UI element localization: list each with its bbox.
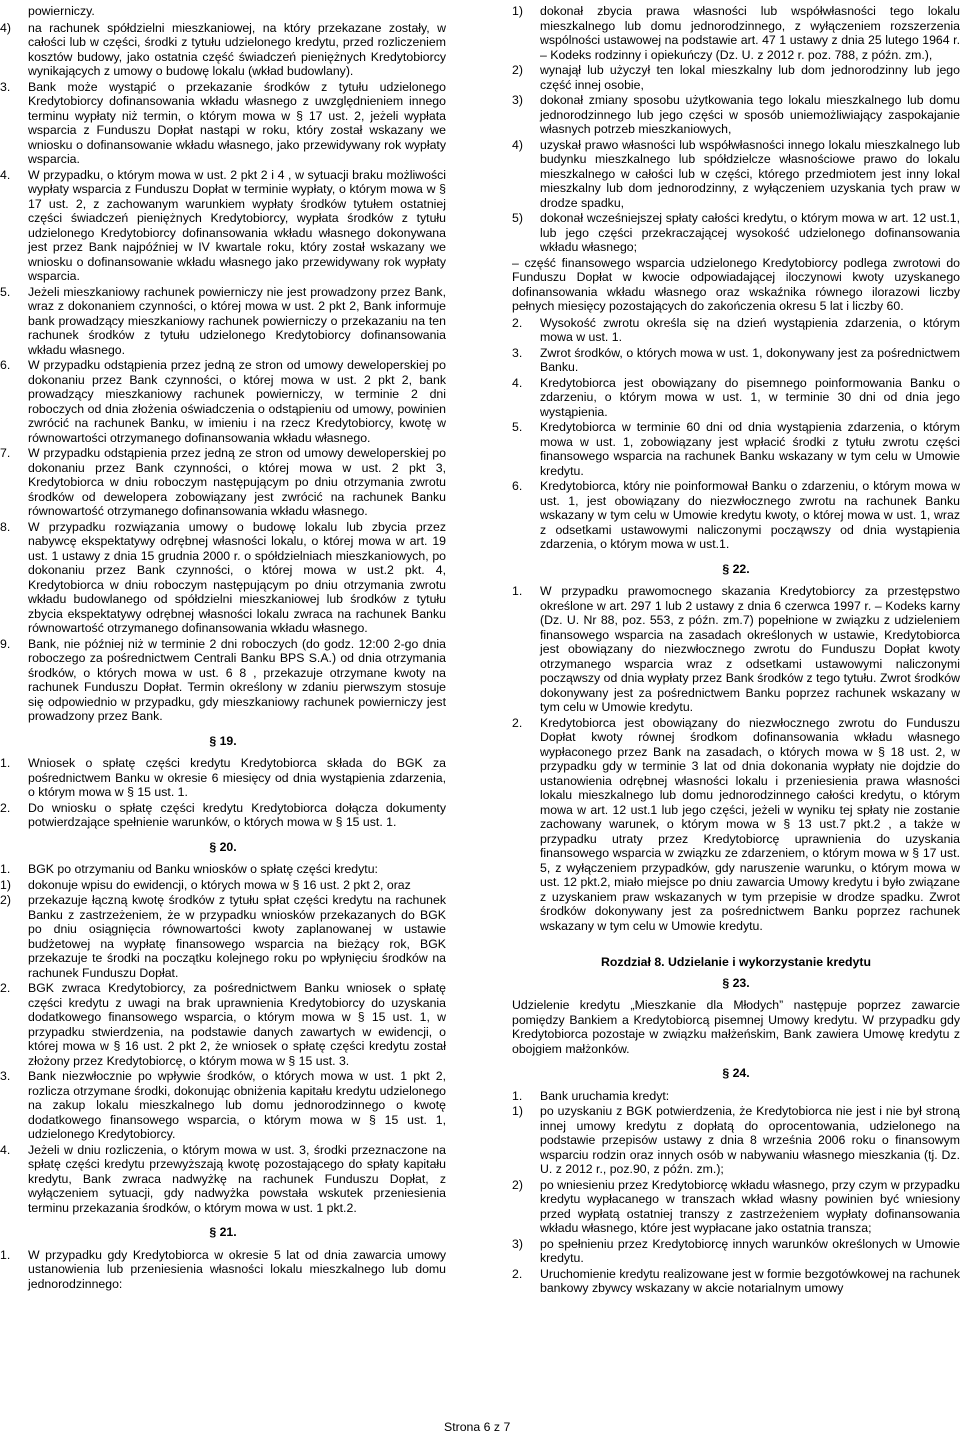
list-item: [0, 1069, 446, 1142]
list-number: 2.: [0, 800, 11, 815]
list-item: [0, 1143, 446, 1216]
list-text: Wysokość zwrotu określa się na dzień wystąpienia zdarzenia, o którym mowa w ust. 1.: [540, 315, 960, 344]
list-text: po spełnieniu przez Kredytobiorcę innych warunków określonych w Umowie kredytu.: [540, 1236, 960, 1265]
list-item: [0, 21, 446, 79]
section-heading-21: § 21.: [209, 1225, 237, 1239]
list-text: dokonuje wpisu do ewidencji, o których mowa w § 16 ust. 2 pkt 2, oraz: [28, 877, 411, 892]
list-item: [512, 1178, 960, 1236]
list-text: Bank może wystąpić o przekazanie środków z tytułu udzielonego Kredytobiorcy dofinansowania wkładu własnego z uwzględnieniem innego terminu wypłaty niż termin, o którym mowa w § 17 ust. 2, jeżeli wypłata wsparcia z Funduszu Dopłat nastąpi w roku, który został wskazany we wniosku o dofinansowanie wkładu własnego, jako przewidywany rok wypłaty wsparcia.: [28, 79, 446, 166]
list-item: [0, 862, 446, 877]
list-item: [512, 1267, 960, 1296]
list-number: 5.: [512, 420, 523, 434]
list-text: na rachunek spółdzielni mieszkaniowej, na który przekazane zostały, w całości lub w części, środki z tytułu udzielonego kredytu, przed rozliczeniem kosztów budowy, jako ostatnia część świadczeń pieniężnych Kredytobiorcy wynikających z umowy o budowę lokalu (wkład budowlany).: [28, 20, 446, 78]
list-text: Wniosek o spłatę części kredytu Kredytobiorca składa do BGK za pośrednictwem Banku w okresie 6 miesięcy od dnia wystąpienia zdarzenia, o którym mowa w § 15 ust. 1.: [28, 756, 446, 799]
list-item: [512, 1089, 960, 1104]
list-number: 3.: [0, 1069, 11, 1083]
list-number: 2.: [512, 1266, 523, 1281]
list-text: Kredytobiorca, który nie poinformował Banku o zdarzeniu, o którym mowa w ust. 1, jest obowiązany do niezwłocznego zwrotu na rachunek Banku wskazany w tym celu w Umowie kredytu kwoty, o której mowa w ust. 1, wraz z odsetkami ustawowymi naliczonymi począwszy od dnia wystąpienia zdarzenia, o którym mowa w ust.1.: [540, 479, 960, 551]
list-item: [512, 316, 960, 345]
list-item: [512, 584, 960, 715]
list-number: 1): [512, 4, 523, 18]
list-text: dokonał zbycia prawa własności lub współwłasności tego lokalu mieszkalnego lub domu jednorodzinnego, z wyłączeniem rozszerzenia wspólności ustawowej na podstawie art. 47 1 ustawy z dnia 25 lutego 1964 r. – Kodeks rodzinny i opiekuńczy (Dz. U. z 2012 r. poz. 788, z późn. zm.),: [540, 4, 960, 62]
page-footer: Strona 6 z 7: [444, 1420, 511, 1434]
list-number: 5.: [0, 284, 11, 299]
list-number: 1.: [512, 1088, 523, 1103]
list-item: [512, 211, 960, 255]
list-item: [0, 358, 446, 445]
list-text: Kredytobiorca w terminie 60 dni od dnia wystąpienia zdarzenia, o którym mowa w ust. 1, zobowiązany jest wpłacić środki z tytułu zwrotu części finansowego wsparcia na rachunek Banku wskazany w tym celu w Umowie kredytu.: [540, 420, 960, 478]
list-text: Kredytobiorca jest obowiązany do niezwłocznego zwrotu do Funduszu Dopłat kwoty równej środkom dofinansowania wkładu własnego wypłaconego przez Bank na zasadach, o których mowa w § 18 ust. 2, w przypadku gdy w terminie 3 lat od dnia dokonania wypłaty nie dojdzie do ustanowienia odrębnej własności lokalu i przeniesienia prawa własności lokalu mieszkalnego lub domu jednorodzinnego całości kredytu, o którym mowa w art. 12 ust.1 lub jego części, jeżeli w wyniku tej spłaty nie zostanie zachowany warunek, o którym mowa w § 13 ust.7 pkt.2 , a także w przypadku utraty przez Kredytobiorcę uprawnienia do uzyskania finansowego wsparcia w związku ze zdarzeniem, o którym mowa w § 17 ust. 5, z wyłączeniem przypadków, gdy naruszenie warunku, o którym mowa w ust. 12 pkt.2, miało miejsce po dniu zawarcia Umowy kredytu i było związane z uzyskaniem praw wskazanych w tym przepisie w drodze spadku. Zwrot środków dokonywany jest za pośrednictwem Banku poprzez rachunek wskazany w tym celu w Umowie kredytu.: [540, 715, 960, 933]
list-item: [512, 1237, 960, 1266]
list-item: [0, 285, 446, 358]
list-number: 1.: [512, 584, 523, 598]
list-item: [512, 420, 960, 478]
list-text: po wniesieniu przez Kredytobiorcę wkładu własnego, przy czym w przypadku kredytu wypłacanego w transzach wkład własny powinien być wniesiony przed wypłatą ostatniej transzy z zastrzeżeniem wypłaty dofinansowania wkładu własnego, które jest wypłacane jako ostatnia transza;: [540, 1177, 960, 1235]
list-item: [512, 479, 960, 552]
list-text: uzyskał prawo własności lub współwłasności innego lokalu mieszkalnego lub budynku mieszkalnego lub spółdzielcze własnościowe prawo do lokalu mieszkalnego w całości lub w części, którego przedmiotem jest inny lokal mieszkalny lub dom jednorodzinny, z wyłączeniem uzyskania tych praw w drodze spadku,: [540, 137, 960, 210]
list-item: [0, 80, 446, 167]
list-item: [512, 138, 960, 211]
list-item: [0, 801, 446, 830]
section-heading-23: § 23.: [722, 975, 750, 990]
list-number: 3): [512, 93, 523, 107]
section-heading-19: § 19.: [209, 733, 237, 748]
list-number: 1.: [0, 756, 11, 770]
list-item: [0, 1248, 446, 1292]
list-item: [512, 346, 960, 375]
list-item: [0, 520, 446, 636]
list-item: [0, 446, 446, 519]
list-number: 2.: [0, 981, 11, 995]
list-text: Uruchomienie kredytu realizowane jest w formie bezgotówkowej na rachunek bankowy zbywcy wskazany w akcie notarialnym umowy: [540, 1266, 960, 1295]
list-number: 4.: [0, 167, 11, 182]
list-text: po uzyskaniu z BGK potwierdzenia, że Kredytobiorca nie jest i nie był stroną innej umowy kredytu z dopłatą do oprocentowania, udzielonego na podstawie przepisów ustawy z dnia 8 września 2006 roku o finansowym wsparciu rodzin oraz innych osób w nabywaniu własnego mieszkania (tj. Dz. U. z 2012 r., poz.90, z późn. zm.);: [540, 1104, 960, 1176]
list-item: [0, 893, 446, 980]
list-item: [0, 637, 446, 724]
section-heading-20: § 20.: [209, 839, 237, 854]
list-item: [512, 716, 960, 934]
list-number: 6.: [0, 358, 11, 372]
list-number: 4.: [0, 1142, 11, 1157]
list-number: 1.: [0, 862, 11, 876]
right-column: [512, 4, 960, 1297]
section-heading-22: § 22.: [722, 561, 750, 576]
list-number: 2): [512, 63, 523, 77]
list-text: przekazuje łączną kwotę środków z tytułu spłat części kredytu na rachunek Banku z zastrzeżeniem, że w przypadku wniosków przekazanych do BGK po dniu osiągnięcia równowartości kwoty zaplanowanej w ustawie budżetowej na wypłatę finansowego wsparcia na bieżący rok, BGK przekazuje te środki na początku kolejnego roku po wpłynięciu środków na rachunek Funduszu Dopłat.: [28, 893, 446, 980]
list-item: [512, 376, 960, 420]
list-item: [512, 93, 960, 137]
list-text: Kredytobiorca jest obowiązany do pisemnego poinformowania Banku o zdarzeniu, o którym mowa w ust. 1, w terminie 30 dni od dnia jego wystąpienia.: [540, 375, 960, 419]
list-text: dokonał wcześniejszej spłaty całości kredytu, o którym mowa w art. 12 ust.1, lub jego części przekraczającej wysokość udzielonego dofinansowania wkładu własnego;: [540, 211, 960, 254]
list-item: [512, 63, 960, 92]
list-text: W przypadku odstąpienia przez jedną ze stron od umowy deweloperskiej po dokonaniu przez Bank czynności, o której mowa w ust. 2 pkt 2, bank prowadzący mieszkaniowy rachunek powierniczy, w terminie 2 dni roboczych od dnia złożenia oświadczenia o odstąpieniu od umowy, powinien zwrócić na rachunek Banku, w imieniu i na rzecz Kredytobiorcy, kwotę w równowartości otrzymanego dofinansowania wkładu własnego.: [28, 358, 446, 445]
list-number: 8.: [0, 519, 11, 534]
list-text: W przypadku, o którym mowa w ust. 2 pkt 2 i 4 , w sytuacji braku możliwości wypłaty wsparcia z Funduszu Dopłat w terminie wypłaty, o którym mowa w § 17 ust. 2, z zachowanym warunkiem wypłaty środków tytułem ostatniej części świadczeń pieniężnych Kredytobiorcy, wypłata środków z tytułu udzielonego Kredytobiorcy dofinansowania wkładu własnego dokonywana jest przez Bank najpóźniej w IV kwartale roku, który został wskazany we wniosku o dofinansowanie wkładu własnego jako przewidywany rok wypłaty wsparcia.: [28, 167, 446, 283]
list-text: W przypadku gdy Kredytobiorca w okresie 5 lat od dnia zawarcia umowy ustanowienia lub przeniesienia własności lokalu mieszkalnego lub domu jednorodzinnego:: [28, 1247, 446, 1291]
list-text: W przypadku odstąpienia przez jedną ze stron od umowy deweloperskiej po dokonaniu przez Bank czynności, o której mowa w ust. 2 pkt 3, Kredytobiorca w dniu roboczym następującym po dniu otrzymania zwrotu środków od dewelopera zobowiązany jest zwrócić na rachunek Banku równowartość otrzymanego dofinansowania wkładu własnego.: [28, 446, 446, 518]
left-column: [0, 4, 446, 1292]
list-item: [512, 1104, 960, 1177]
list-text: Do wniosku o spłatę części kredytu Kredytobiorca dołącza dokumenty potwierdzające spełnienie warunków, o których mowa w § 15 ust. 1.: [28, 800, 446, 829]
list-text: Bank uruchamia kredyt:: [540, 1088, 670, 1103]
list-text: Bank, nie później niż w terminie 2 dni roboczych (do godz. 12:00 2-go dnia roboczego za pośrednictwem Centrali Banku BPS S.A.) od dnia otrzymania środków, o których mowa w ust. 6 8 , przekazuje otrzymane kwoty na rachunek Funduszu Dopłat. Termin określony w zdaniu pierwszym stosuje się odpowiednio w przypadku, gdy mieszkaniowy rachunek powierniczy jest prowadzony przez Bank.: [28, 636, 446, 723]
list-number: 6.: [512, 479, 523, 493]
list-number: 3): [512, 1236, 523, 1251]
list-number: 9.: [0, 636, 11, 651]
intro-text: powierniczy.: [28, 4, 95, 18]
list-text: Bank niezwłocznie po wpływie środków, o których mowa w ust. 1 pkt 2, rozlicza otrzymane środki, dokonując obniżenia kapitału kredytu udzielonego na zakup lokalu mieszkalnego lub domu jednorodzinnego o kwotę dodatkowego finansowego wsparcia, o którym mowa w § 15 ust. 1, udzielonego Kredytobiorcy.: [28, 1069, 446, 1141]
list-number: 3.: [0, 79, 11, 94]
list-number: 5): [512, 211, 523, 225]
list-text: Jeżeli w dniu rozliczenia, o którym mowa w ust. 3, środki przeznaczone na spłatę części kredytu przewyższają kwotę pozostającego do spłaty kapitału kredytu, Bank zwraca nadwyżkę na rachunek Funduszu Dopłat, z wyłączeniem sytuacji, gdy nadwyżka powstała wskutek przeniesienia terminu przekazania środków, o którym mowa w ust. 1 pkt.2.: [28, 1142, 446, 1215]
list-text: W przypadku prawomocnego skazania Kredytobiorcy za przestępstwo określone w art. 297 1 lub 2 ustawy z dnia 6 czerwca 1997 r. – Kodeks karny (Dz. U. Nr 88, poz. 553, z późn. zm.7) popełnione w związku z udzieleniem finansowego wsparcia na zasadach określonych w ustawie, Kredytobiorca jest obowiązany do niezwłocznego zwrotu do Funduszu Dopłat kwoty otrzymanego wsparcia wraz z odsetkami ustawowymi naliczonymi począwszy od dnia wypłaty przez Bank środków z tego tytułu. Zwrot środków dokonywany jest za pośrednictwem Banku poprzez rachunek wskazany w tym celu w Umowie kredytu.: [540, 584, 960, 714]
list-item: [512, 4, 960, 62]
section-heading-24: § 24.: [722, 1066, 750, 1080]
list-item: [0, 981, 446, 1068]
list-item: [0, 878, 446, 893]
list-text: Jeżeli mieszkaniowy rachunek powierniczy nie jest prowadzony przez Bank, wraz z dokonaniem czynności, o której mowa w ust. 2 pkt 2, Bank informuje bank prowadzący mieszkaniowy rachunek powierniczy o przekazaniu na ten rachunek środków z tytułu udzielonego Kredytobiorcy dofinansowania wkładu własnego.: [28, 284, 446, 357]
list-item: [0, 756, 446, 800]
list-number: 3.: [512, 345, 523, 360]
list-text: Zwrot środków, o których mowa w ust. 1, dokonywany jest za pośrednictwem Banku.: [540, 345, 960, 374]
list-number: 4): [0, 20, 11, 35]
list-number: 4.: [512, 375, 523, 390]
list-text: BGK po otrzymaniu od Banku wniosków o spłatę części kredytu:: [28, 862, 378, 876]
list-number: 2): [512, 1177, 523, 1192]
list-number: 4): [512, 137, 523, 152]
list-number: 7.: [0, 446, 11, 460]
list-text: wynajął lub użyczył ten lokal mieszkalny lub dom jednorodzinny lub jego część innej osobie,: [540, 63, 960, 92]
list-number: 1): [512, 1104, 523, 1118]
list-number: 2.: [512, 715, 523, 730]
list-number: 2): [0, 893, 11, 907]
paragraph-23: Udzielenie kredytu „Mieszkanie dla Młodych” następuje poprzez zawarcie pomiędzy Bankiem a Kredytobiorcą pisemnej Umowy kredytu. W przypadku gdy Kredytobiorca pozostaje w związku małżeńskim, Bank zawiera Umowę kredytu z obojgiem małżonków.: [512, 998, 960, 1056]
list-text: W przypadku rozwiązania umowy o budowę lokalu lub zbycia przez nabywcę ekspektatywy odrębnej własności lokalu, o której mowa w art. 19 ust. 1 ustawy z dnia 15 grudnia 2000 r. o spółdzielniach mieszkaniowych, po dokonaniu przez Bank czynności, o której mowa w ust.2 pkt. 4, Kredytobiorca w dniu roboczym następującym po dniu otrzymania zwrotu wkładu budowlanego od spółdzielni mieszkaniowej lub środków z tytułu zbycia ekspektatywy odrębnej własności lokalu zwraca na rachunek Banku równowartość otrzymanego dofinansowania wkładu własnego.: [28, 519, 446, 635]
list-number: 1): [0, 877, 11, 892]
chapter-heading: Rozdział 8. Udzielanie i wykorzystanie kredytu: [601, 955, 871, 969]
list-item: [0, 168, 446, 284]
list-text: dokonał zmiany sposobu użytkowania tego lokalu mieszkalnego lub domu jednorodzinnego lub jego części w sposób uniemożliwiający zaspokajanie własnych potrzeb mieszkaniowych,: [540, 93, 960, 136]
list-text: BGK zwraca Kredytobiorcy, za pośrednictwem Banku wniosek o spłatę części kredytu z uwagi na brak uprawnienia Kredytobiorcy do uzyskania dodatkowego finansowego wsparcia, o którym mowa w § 15 ust. 1, w przypadku stwierdzenia, na podstawie danych zawartych w ewidencji, o której mowa w § 16 ust. 2 pkt 2, że wniosek o spłatę części kredytu został złożony przez Kredytobiorcę, o którym mowa w § 15 ust. 3.: [28, 981, 446, 1068]
list-number: 2.: [512, 315, 523, 330]
dash-paragraph: – część finansowego wsparcia udzielonego Kredytobiorcy podlega zwrotowi do Funduszu Dopłat w kwocie odpowiadającej iloczynowi kwoty uzyskanego dofinansowania wkładu własnego oraz wskaźnika równego ilorazowi liczby pełnych miesięcy pozostających do zakończenia okresu 5 lat i liczby 60.: [512, 255, 960, 313]
list-number: 1.: [0, 1247, 11, 1262]
